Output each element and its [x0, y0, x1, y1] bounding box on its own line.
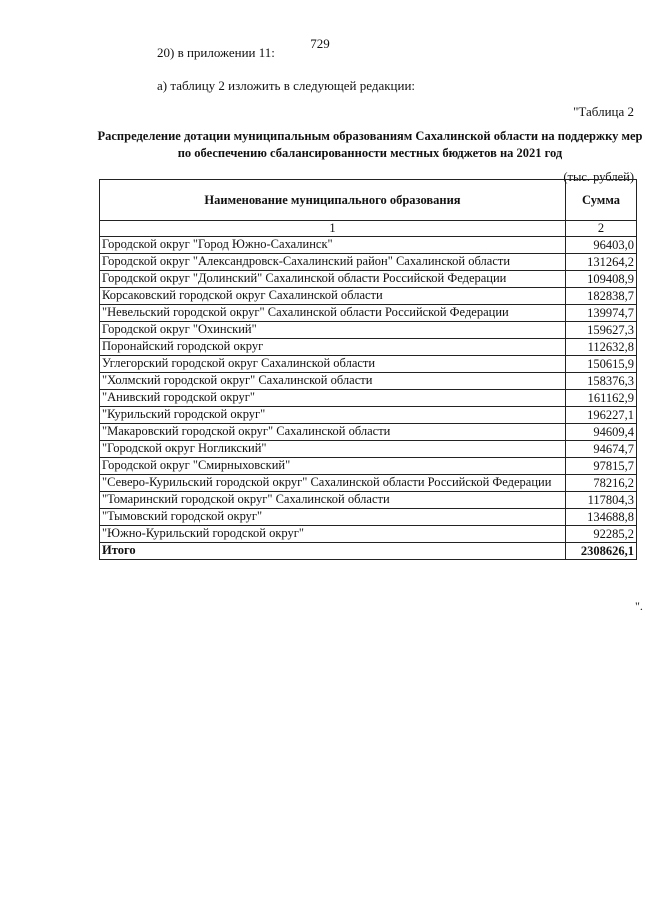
municipality-name: Городской округ "Смирныховский" — [100, 458, 566, 475]
table-row — [100, 254, 637, 271]
amount-cell: 159627,3 — [566, 322, 637, 339]
amount-cell: 109408,9 — [566, 271, 637, 288]
page-number: 729 — [310, 36, 330, 51]
amount-cell: 139974,7 — [566, 305, 637, 322]
municipality-name: Поронайский городской округ — [100, 339, 566, 356]
amount-cell: 158376,3 — [566, 373, 637, 390]
column-number: 1 — [100, 221, 566, 237]
amount-cell: 96403,0 — [566, 237, 637, 254]
amount-cell: 131264,2 — [566, 254, 637, 271]
column-header-name: Наименование муниципального образования — [100, 180, 566, 221]
amount-cell: 161162,9 — [566, 390, 637, 407]
municipality-name: "Тымовский городской округ" — [100, 509, 566, 526]
amount-cell: 117804,3 — [566, 492, 637, 509]
table-row — [100, 373, 637, 390]
municipality-name: Городской округ "Охинский" — [100, 322, 566, 339]
table-row — [100, 288, 637, 305]
table-row — [100, 458, 637, 475]
municipality-name: "Городской округ Ногликский" — [100, 441, 566, 458]
municipality-name: "Макаровский городской округ" Сахалинской области — [100, 424, 566, 441]
table-row — [100, 305, 637, 322]
amount-cell: 94609,4 — [566, 424, 637, 441]
total-amount: 2308626,1 — [566, 543, 637, 560]
amount-cell: 134688,8 — [566, 509, 637, 526]
municipality-name: Корсаковский городской округ Сахалинской области — [100, 288, 566, 305]
amount-cell: 78216,2 — [566, 475, 637, 492]
municipality-name: Городской округ "Александровск-Сахалинский район" Сахалинской области — [100, 254, 566, 271]
amount-cell: 94674,7 — [566, 441, 637, 458]
table-row — [100, 526, 637, 543]
item-line: 20) в приложении 11: — [157, 45, 275, 60]
table-row — [100, 356, 637, 373]
table-row — [100, 509, 637, 526]
table-row — [100, 492, 637, 509]
table-title: Распределение дотации муниципальным образованиям Сахалинской области на поддержку мер по обеспечению сбалансированности местных бюджетов на 2021 год — [97, 129, 643, 160]
table-row — [100, 322, 637, 339]
municipality-name: "Томаринский городской округ" Сахалинской области — [100, 492, 566, 509]
municipality-name: "Невельский городской округ" Сахалинской области Российской Федерации — [100, 305, 566, 322]
municipality-name: Углегорский городской округ Сахалинской области — [100, 356, 566, 373]
total-row — [100, 543, 637, 560]
municipality-name: "Южно-Курильский городской округ" — [100, 526, 566, 543]
amount-cell: 92285,2 — [566, 526, 637, 543]
amount-cell: 182838,7 — [566, 288, 637, 305]
table-row — [100, 407, 637, 424]
column-number-row — [100, 221, 637, 237]
units-label: (тыс. рублей) — [563, 170, 634, 184]
distribution-table — [99, 179, 637, 560]
municipality-name: "Анивский городской округ" — [100, 390, 566, 407]
column-header-amount: Сумма — [566, 180, 637, 221]
table-row — [100, 475, 637, 492]
column-number: 2 — [566, 221, 637, 237]
amount-cell: 196227,1 — [566, 407, 637, 424]
table-row — [100, 271, 637, 288]
amount-cell: 150615,9 — [566, 356, 637, 373]
municipality-name: "Курильский городской округ" — [100, 407, 566, 424]
table-row — [100, 339, 637, 356]
municipality-name: Городской округ "Город Южно-Сахалинск" — [100, 237, 566, 254]
table-caption: "Таблица 2 — [573, 104, 634, 119]
table-row — [100, 424, 637, 441]
municipality-name: "Холмский городской округ" Сахалинской области — [100, 373, 566, 390]
closing-quote-mark: ". — [635, 599, 643, 613]
table-header-row — [100, 180, 637, 221]
table-row — [100, 441, 637, 458]
amount-cell: 97815,7 — [566, 458, 637, 475]
table-row — [100, 390, 637, 407]
subitem-line: а) таблицу 2 изложить в следующей редакции: — [157, 78, 416, 93]
total-label: Итого — [100, 543, 566, 560]
amount-cell: 112632,8 — [566, 339, 637, 356]
municipality-name: Городской округ "Долинский" Сахалинской области Российской Федерации — [100, 271, 566, 288]
municipality-name: "Северо-Курильский городской округ" Сахалинской области Российской Федерации — [100, 475, 566, 492]
table-row — [100, 237, 637, 254]
